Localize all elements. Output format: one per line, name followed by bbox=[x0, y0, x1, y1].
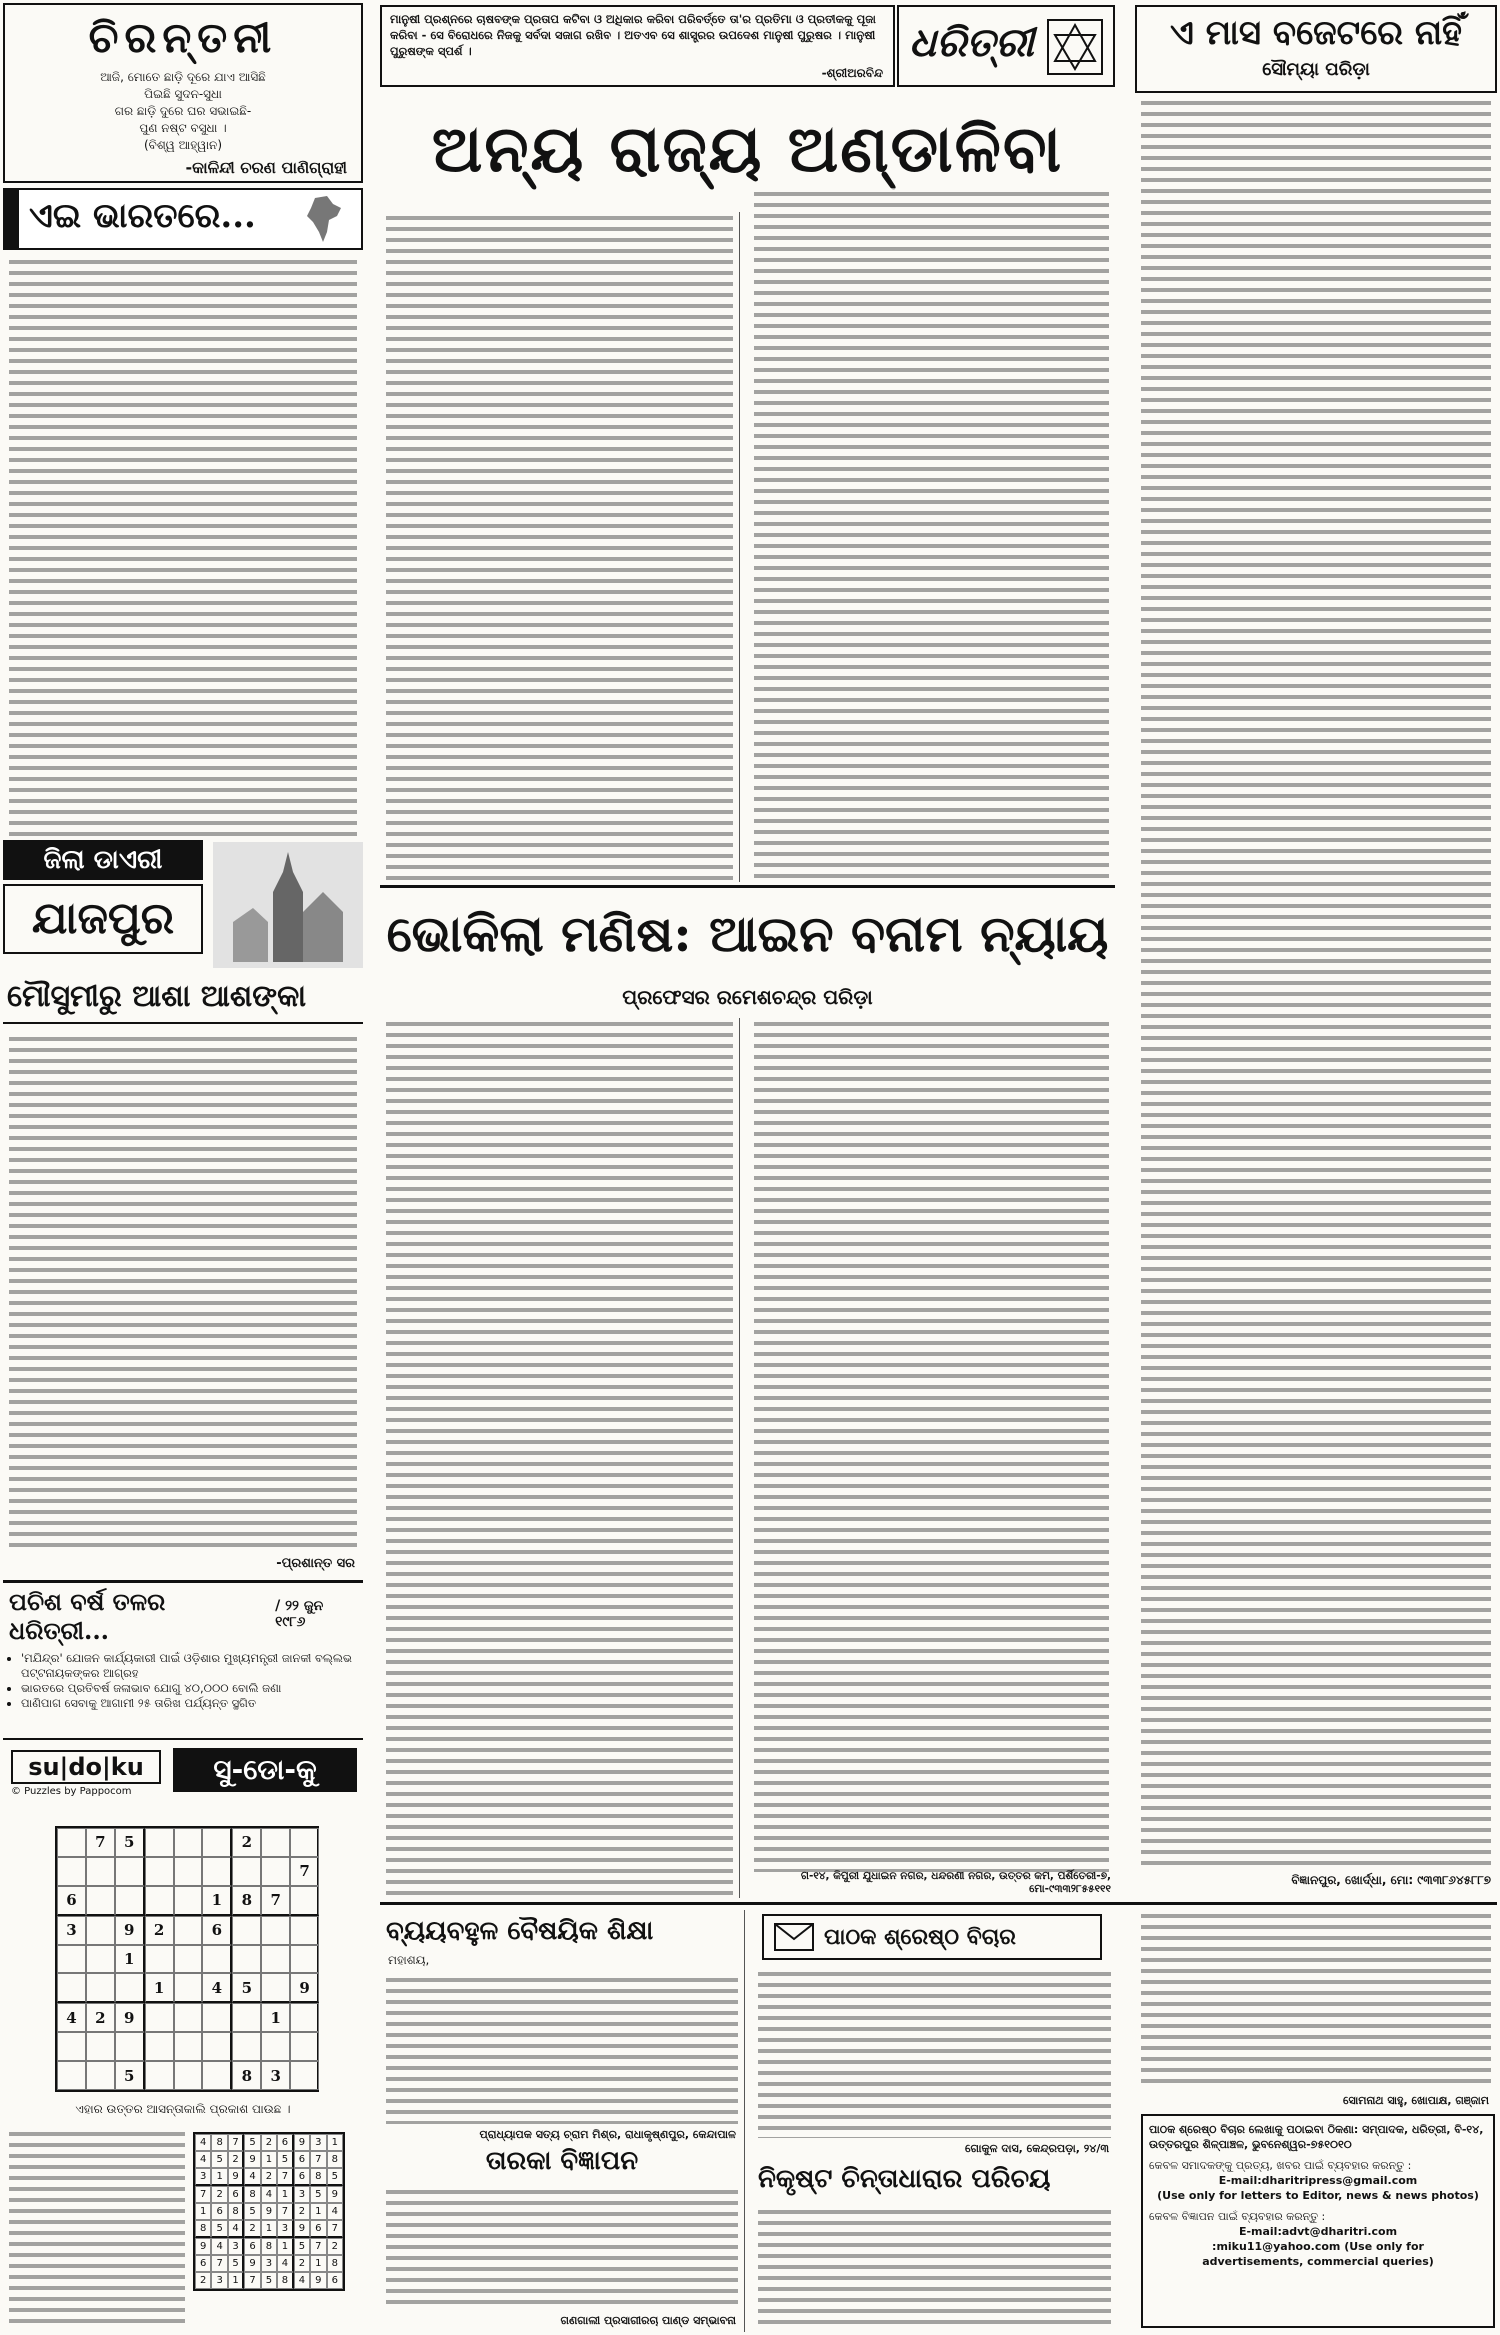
sudoku-cell[interactable] bbox=[261, 1916, 290, 1945]
letter-heading-2: ତାରକା ବିଜ୍ଞାପନ bbox=[485, 2146, 639, 2176]
sudoku-cell[interactable] bbox=[232, 2032, 261, 2061]
district-byline: -ପ୍ରଶାନ୍ତ ସର bbox=[276, 1556, 355, 1571]
contact-email-1[interactable]: E-mail:dharitripress@gmail.com bbox=[1218, 2174, 1418, 2187]
sudoku-cell[interactable] bbox=[174, 1973, 203, 2003]
poem-line: ପୁଣ ନଷ୍ଟ ବସୁଧା । bbox=[139, 121, 227, 135]
solution-cell: 2 bbox=[261, 2134, 277, 2151]
contact-email-3[interactable]: :miku11@yahoo.com (Use only for bbox=[1212, 2240, 1424, 2253]
letters-col-2 bbox=[752, 1910, 1117, 2332]
sudoku-cell[interactable] bbox=[202, 2061, 232, 2090]
district-label: ଜିଲା ଡାଏରୀ bbox=[3, 840, 203, 880]
solution-cell: 3 bbox=[294, 2186, 310, 2203]
sudoku-cell[interactable] bbox=[174, 2003, 203, 2032]
solution-cell: 8 bbox=[277, 2272, 293, 2289]
sudoku-cell[interactable] bbox=[174, 1916, 203, 1945]
sudoku-cell[interactable] bbox=[174, 2061, 203, 2090]
solution-cell: 2 bbox=[327, 2238, 343, 2255]
sudoku-cell[interactable] bbox=[145, 2003, 174, 2032]
sudoku-cell[interactable]: 6 bbox=[57, 1886, 86, 1916]
solution-cell: 6 bbox=[228, 2186, 244, 2203]
poem-line: ପିଇଛି ସୁଦନ-ସୁଧା bbox=[144, 87, 222, 101]
sudoku-cell[interactable] bbox=[57, 1945, 86, 1974]
solution-cell: 3 bbox=[211, 2272, 227, 2289]
solution-cell: 6 bbox=[195, 2255, 211, 2272]
sudoku-cell[interactable] bbox=[174, 1828, 203, 1857]
solution-cell: 1 bbox=[211, 2168, 227, 2186]
solution-cell: 4 bbox=[327, 2203, 343, 2220]
sudoku-cell[interactable] bbox=[145, 1945, 174, 1974]
solution-cell: 1 bbox=[310, 2203, 326, 2220]
solution-cell: 2 bbox=[244, 2220, 260, 2238]
sudoku-cell[interactable]: 7 bbox=[261, 1886, 290, 1916]
solution-cell: 8 bbox=[195, 2220, 211, 2238]
solution-cell: 9 bbox=[244, 2151, 260, 2168]
solution-cell: 3 bbox=[310, 2134, 326, 2151]
poem-line: (ବିଶ୍ୱ ଆହ୍ୱାନ) bbox=[143, 138, 223, 152]
solution-cell: 2 bbox=[294, 2255, 310, 2272]
editorial-col-1 bbox=[380, 212, 740, 882]
sudoku-cell[interactable] bbox=[232, 1945, 261, 1974]
solution-cell: 9 bbox=[228, 2168, 244, 2186]
sudoku-cell[interactable]: 3 bbox=[261, 2061, 290, 2090]
sudoku-cell[interactable] bbox=[261, 2032, 290, 2061]
banner-bar bbox=[5, 190, 19, 248]
solution-cell: 6 bbox=[327, 2272, 343, 2289]
sudoku-cell[interactable] bbox=[86, 1857, 115, 1886]
sudoku-cell[interactable] bbox=[86, 2061, 115, 2090]
sudoku-cell[interactable] bbox=[261, 1828, 290, 1857]
contact-email-1-note: (Use only for letters to Editor, news & news photos) bbox=[1157, 2189, 1479, 2202]
solution-cell: 1 bbox=[327, 2134, 343, 2151]
sudoku-cell[interactable]: 6 bbox=[202, 1916, 232, 1945]
contact-note-2: କେବଳ ବିଜ୍ଞାପନ ପାଇଁ ବ୍ୟବହାର କରନ୍ତୁ : bbox=[1149, 2210, 1326, 2223]
sudoku-cell[interactable] bbox=[202, 2032, 232, 2061]
sudoku-credit: © Puzzles by Pappocom bbox=[11, 1786, 132, 1797]
section-banner bbox=[3, 188, 363, 250]
chirantani-box bbox=[3, 3, 363, 183]
solution-cell: 5 bbox=[327, 2168, 343, 2186]
sudoku-cell[interactable] bbox=[202, 1857, 232, 1886]
sudoku-cell[interactable] bbox=[115, 1886, 145, 1916]
solution-cell: 1 bbox=[277, 2186, 293, 2203]
sudoku-cell[interactable]: 2 bbox=[232, 1828, 261, 1857]
solution-cell: 8 bbox=[327, 2255, 343, 2272]
left-article-text bbox=[3, 256, 363, 836]
solution-cell: 5 bbox=[277, 2151, 293, 2168]
sudoku-cell[interactable] bbox=[290, 1916, 319, 1945]
solution-cell: 4 bbox=[244, 2168, 260, 2186]
sudoku-cell[interactable]: 9 bbox=[115, 1916, 145, 1945]
sudoku-cell[interactable] bbox=[115, 2032, 145, 2061]
sudoku-cell[interactable] bbox=[232, 1857, 261, 1886]
editorial-col-2 bbox=[748, 180, 1115, 880]
india-map-icon bbox=[301, 194, 347, 244]
sudoku-cell[interactable] bbox=[174, 1886, 203, 1916]
district-name: ଯାଜପୁର bbox=[3, 884, 203, 954]
history-title: ପଚିଶ ବର୍ଷ ତଳର ଧରିତ୍ରୀ... bbox=[9, 1587, 166, 1645]
solution-cell: 7 bbox=[228, 2134, 244, 2151]
solution-cell: 8 bbox=[228, 2203, 244, 2220]
sudoku-cell[interactable] bbox=[174, 2032, 203, 2061]
sudoku-cell[interactable] bbox=[57, 2032, 86, 2061]
solution-cell: 5 bbox=[211, 2151, 227, 2168]
sudoku-cell[interactable]: 8 bbox=[232, 2061, 261, 2090]
sudoku-cell[interactable] bbox=[115, 1973, 145, 2003]
mid-col-1 bbox=[380, 1018, 740, 1898]
sudoku-cell[interactable] bbox=[261, 1857, 290, 1886]
solution-cell: 2 bbox=[211, 2186, 227, 2203]
solution-cell: 6 bbox=[294, 2151, 310, 2168]
sudoku-cell[interactable] bbox=[202, 2003, 232, 2032]
sudoku-cell[interactable] bbox=[57, 1828, 86, 1857]
letter-heading-1: ବ୍ୟୟବହୁଳ ବୈଷୟିକ ଶିକ୍ଷା bbox=[386, 1916, 654, 1946]
solution-cell: 5 bbox=[310, 2186, 326, 2203]
solution-cell: 7 bbox=[310, 2151, 326, 2168]
contact-note-1: କେବଳ ସମାଦକଙ୍କୁ ପ୍ରତ୍ୟ, ଖବର ପାଇଁ ବ୍ୟବହାର କରନ୍ତୁ : bbox=[1149, 2159, 1412, 2172]
solution-cell: 6 bbox=[294, 2168, 310, 2186]
sudoku-cell[interactable] bbox=[290, 1886, 319, 1916]
solution-cell: 5 bbox=[244, 2203, 260, 2220]
sudoku-cell[interactable] bbox=[290, 1828, 319, 1857]
contact-box bbox=[1141, 2114, 1495, 2328]
contact-email-3-note: advertisements, commercial queries) bbox=[1202, 2255, 1434, 2268]
poem-line: ଆଜି, ମୋତେ ଛାଡ଼ି ଦୂରେ ଯାଏ ଆସିଛି bbox=[100, 70, 266, 84]
sudoku-cell[interactable]: 2 bbox=[145, 1916, 174, 1945]
sudoku-grid[interactable] bbox=[55, 1826, 319, 2092]
divider bbox=[380, 885, 1115, 888]
letter-sign-2: ଗଣଗାଲୀ ପ୍ରସାଗୀରଚା ପାଣ୍ଡ ସମ୍ଭାବନା bbox=[560, 2314, 736, 2327]
history-list bbox=[21, 1651, 363, 1711]
solution-cell: 4 bbox=[211, 2238, 227, 2255]
sudoku-note: ଏହାର ଉତ୍ତର ଆସନ୍ତାକାଲି ପ୍ରକାଶ ପାଉଛ । bbox=[75, 2102, 291, 2116]
chirantani-poem bbox=[5, 69, 361, 154]
solution-cell: 3 bbox=[277, 2220, 293, 2238]
right-footer: ବିଜ୍ଞାନପୁର, ଖୋର୍ଦ୍ଧା, ମୋ: ୯୩୩୮୬୪୫୮୮୭ bbox=[1291, 1873, 1491, 1887]
sudoku-cell[interactable] bbox=[145, 1828, 174, 1857]
solution-cell: 5 bbox=[294, 2238, 310, 2255]
sudoku-cell[interactable]: 8 bbox=[232, 1886, 261, 1916]
logo-box bbox=[897, 5, 1115, 87]
sudoku-cell[interactable] bbox=[202, 1945, 232, 1974]
sudoku-cell[interactable]: 4 bbox=[57, 2003, 86, 2032]
sudoku-cell[interactable] bbox=[290, 2061, 319, 2090]
sudoku-brand: su|do|ku bbox=[11, 1750, 161, 1784]
right-article bbox=[1135, 97, 1497, 1892]
solution-cell: 8 bbox=[211, 2134, 227, 2151]
solution-cell: 4 bbox=[195, 2134, 211, 2151]
solution-cell: 1 bbox=[261, 2151, 277, 2168]
solution-cell: 2 bbox=[228, 2151, 244, 2168]
solution-cell: 7 bbox=[195, 2186, 211, 2203]
solution-cell: 8 bbox=[310, 2168, 326, 2186]
mid-headline-text: ଭୋକିଲା ମଣିଷ: ଆଇନ ବନାମ ନ୍ୟାୟ bbox=[386, 904, 1109, 963]
solution-cell: 9 bbox=[261, 2203, 277, 2220]
solution-cell: 1 bbox=[277, 2238, 293, 2255]
solution-cell: 7 bbox=[244, 2272, 260, 2289]
sudoku-cell[interactable]: 2 bbox=[86, 2003, 115, 2032]
solution-cell: 7 bbox=[310, 2238, 326, 2255]
dharitri-logo: ଧରିତ୍ରୀ bbox=[909, 19, 1034, 66]
section-title: ଏଇ ଭାରତରେ... bbox=[29, 196, 256, 236]
solution-cell: 5 bbox=[228, 2255, 244, 2272]
sudoku-cell[interactable] bbox=[57, 2061, 86, 2090]
mid-headline bbox=[380, 890, 1115, 980]
temple-image bbox=[213, 842, 363, 968]
solution-cell: 1 bbox=[261, 2220, 277, 2238]
quote-box bbox=[380, 5, 895, 87]
solution-cell: 1 bbox=[228, 2272, 244, 2289]
solution-cell: 9 bbox=[294, 2134, 310, 2151]
sudoku-cell[interactable]: 5 bbox=[232, 1973, 261, 2003]
sudoku-cell[interactable] bbox=[86, 2032, 115, 2061]
solution-cell: 8 bbox=[327, 2151, 343, 2168]
sudoku-cell[interactable] bbox=[145, 1886, 174, 1916]
solution-cell: 3 bbox=[228, 2238, 244, 2255]
solution-cell: 7 bbox=[277, 2168, 293, 2186]
letter-sign-4: ସୋମନାଥ ସାହୁ, ଖୋପାକ୍ଷ, ଗଞ୍ଜାମ bbox=[1343, 2094, 1489, 2107]
sudoku-cell[interactable] bbox=[86, 1973, 115, 2003]
sudoku-cell[interactable]: 1 bbox=[202, 1886, 232, 1916]
solution-cell: 8 bbox=[244, 2186, 260, 2203]
sudoku-cell[interactable]: 5 bbox=[115, 1828, 145, 1857]
sudoku-cell[interactable]: 1 bbox=[261, 2003, 290, 2032]
quote-sign: -ଶ୍ରୀଅରବିନ୍ଦ bbox=[821, 66, 883, 80]
solution-cell: 4 bbox=[294, 2272, 310, 2289]
solution-cell: 6 bbox=[277, 2134, 293, 2151]
solution-cell: 6 bbox=[310, 2220, 326, 2238]
letter-sign-1: ପ୍ରାଧ୍ୟାପକ ସତ୍ୟ ଚ୍ରାମ ମିଶ୍ର, ରାଧାକୃଷ୍ଣପୁର, କେନ୍ଦାପାଳ bbox=[479, 2128, 736, 2141]
solution-cell: 9 bbox=[294, 2220, 310, 2238]
sudoku-cell[interactable]: 1 bbox=[115, 1945, 145, 1974]
solution-cell: 7 bbox=[211, 2255, 227, 2272]
right-headline: ଏ ମାସ ବଜେଟରେ ନାହିଁ bbox=[1169, 13, 1462, 53]
letter-sign-3: ଗୋକୁଳ ଦାସ, କେନ୍ଦ୍ରପଡ଼ା, ୨୪/୩ bbox=[965, 2142, 1109, 2155]
bottom-divider bbox=[380, 1902, 1497, 1905]
district-heading: ମୌସୁମୀରୁ ଆଶା ଆଶଙ୍କା bbox=[3, 975, 363, 1024]
sudoku-cell[interactable]: 9 bbox=[290, 1973, 319, 2003]
solution-cell: 9 bbox=[244, 2255, 260, 2272]
sudoku-solution-grid bbox=[193, 2132, 345, 2291]
solution-cell: 4 bbox=[277, 2255, 293, 2272]
sudoku-cell[interactable] bbox=[232, 1916, 261, 1945]
sudoku-help-text bbox=[9, 2128, 185, 2326]
sudoku-cell[interactable] bbox=[86, 1916, 115, 1945]
solution-cell: 2 bbox=[261, 2168, 277, 2186]
solution-cell: 2 bbox=[195, 2272, 211, 2289]
sudoku-cell[interactable] bbox=[290, 2003, 319, 2032]
history-date: / ୨୨ ଜୁନ ୧୯୮୬ bbox=[275, 1598, 324, 1630]
history-header bbox=[3, 1583, 363, 1649]
solution-cell: 1 bbox=[195, 2203, 211, 2220]
sudoku-cell[interactable] bbox=[232, 2003, 261, 2032]
district-diary bbox=[3, 840, 363, 970]
sudoku-cell[interactable] bbox=[57, 1973, 86, 2003]
chirantani-title: ଚିରନ୍ତନୀ bbox=[88, 13, 278, 62]
sudoku-cell[interactable] bbox=[174, 1857, 203, 1886]
sudoku-box bbox=[3, 1738, 363, 2332]
solution-cell: 9 bbox=[327, 2186, 343, 2203]
sudoku-cell[interactable] bbox=[174, 1945, 203, 1974]
sudoku-cell[interactable] bbox=[145, 2032, 174, 2061]
star-emblem-icon bbox=[1047, 19, 1103, 75]
sudoku-cell[interactable] bbox=[290, 2032, 319, 2061]
history-item: • ପାଣିପାଗ ସେବାକୁ ଆଗାମୀ ୨୫ ତାରିଖ ପର୍ଯ୍ୟନ୍ତ ସ୍ଥଗିତ bbox=[21, 1696, 357, 1711]
solution-cell: 5 bbox=[261, 2272, 277, 2289]
sudoku-cell[interactable]: 4 bbox=[202, 1973, 232, 2003]
solution-cell: 6 bbox=[244, 2238, 260, 2255]
sudoku-cell[interactable] bbox=[57, 1857, 86, 1886]
solution-cell: 2 bbox=[294, 2203, 310, 2220]
solution-cell: 8 bbox=[261, 2238, 277, 2255]
sudoku-cell[interactable] bbox=[145, 2061, 174, 2090]
solution-cell: 4 bbox=[261, 2186, 277, 2203]
envelope-icon bbox=[774, 1923, 814, 1951]
solution-cell: 9 bbox=[195, 2238, 211, 2255]
contact-address: ପାଠକ ଶ୍ରେଷ୍ଠ ବିଚାର ଲେଖାକୁ ପଠାଇବା ଠିକଣା: ସମ୍ପାଦକ, ଧରିତ୍ରୀ, ବି-୧୪, ଉତ୍ତରପୁର ଶିଳ୍ପାଞ୍ଚଳ, ଭୁବନେଶ୍ୱର-୭୫୧୦୧୦ bbox=[1149, 2123, 1484, 2151]
contact-email-2[interactable]: E-mail:advt@dharitri.com bbox=[1238, 2225, 1398, 2238]
district-article bbox=[3, 975, 363, 1575]
solution-cell: 7 bbox=[277, 2203, 293, 2220]
solution-cell: 6 bbox=[211, 2203, 227, 2220]
quote-text: ମାନୁଷୀ ପ୍ରଶ୍ନରେ ଚାଷବଙ୍କ ପ୍ରତାପ କଟିବା ଓ ଅଧିକାର କରିବା ପରିବର୍ତ୍ତେ ତା'ର ପ୍ରତିମା ଓ ପ୍ରତୀକକୁ ପୂଜା କରିବା - ସେ ବିରୋଧରେ ନିଜକୁ ସର୍ବଦା ସଜାଗ ରଖିବ । ଅତଏବ ସେ ଶାସ୍ତ୍ରର ଉପଦେଶ ମାନୁଷୀ ପୁରୁଷର । ମାନୁଷୀ ପୁରୁଷଙ୍କ ସ୍ପର୍ଶ । bbox=[390, 12, 876, 58]
solution-cell: 7 bbox=[327, 2220, 343, 2238]
sudoku-cell[interactable]: 3 bbox=[57, 1916, 86, 1945]
history-box bbox=[3, 1580, 363, 1735]
letter-heading-3: ନିକୃଷ୍ଟ ଚିନ୍ତାଧାରାର ପରିଚୟ bbox=[758, 2164, 1051, 2194]
history-item: • ଭାରତରେ ପ୍ରତିବର୍ଷ ଜଳାଭାବ ଯୋଗୁ ୪୦,୦୦୦ ବୋଲି ଜଣା bbox=[21, 1681, 357, 1696]
sudoku-cell[interactable] bbox=[86, 1886, 115, 1916]
letters-col-3 bbox=[1135, 1910, 1497, 2332]
main-headline-text: ଅନ୍ୟ ରାଜ୍ୟ ଅଣ୍ଡାଳିବା bbox=[431, 112, 1064, 187]
mid-byline: ପ୍ରଫେସର ରମେଶଚନ୍ଦ୍ର ପରିଡ଼ା bbox=[622, 985, 873, 1009]
right-headline-box bbox=[1135, 5, 1497, 93]
sudoku-cell[interactable]: 1 bbox=[145, 1973, 174, 2003]
sudoku-cell[interactable] bbox=[202, 1828, 232, 1857]
column-banner-text: ପାଠକ ଶ୍ରେଷ୍ଠ ବିଚାର bbox=[824, 1924, 1016, 1950]
solution-cell: 5 bbox=[211, 2220, 227, 2238]
solution-cell: 4 bbox=[195, 2151, 211, 2168]
mid-footer: ଗ-୧୪, କିପୁରୀ ଯୁଧାଇନ ନଗର, ଧନ୍ଦରଣୀ ନଗର, ଉତ୍ତର କମ, ପର୍ଶିତେରୀ-୭, ମୋ-୯୩୩୨୮୫୫୧୧୧ bbox=[800, 1870, 1111, 1895]
sudoku-cell[interactable]: 9 bbox=[115, 2003, 145, 2032]
right-byline: ସୌମ୍ୟା ପରିଡ଼ା bbox=[1262, 59, 1370, 80]
letters-col-1 bbox=[380, 1910, 745, 2332]
mid-byline-box bbox=[380, 980, 1115, 1014]
sudoku-title: ସୁ-ଡୋ-କୁ bbox=[173, 1748, 357, 1792]
solution-cell: 1 bbox=[310, 2255, 326, 2272]
poet-name: -କାଳିନ୍ଦୀ ଚରଣ ପାଣିଗ୍ରାହୀ bbox=[185, 158, 347, 177]
solution-cell: 3 bbox=[261, 2255, 277, 2272]
sudoku-cell[interactable] bbox=[290, 1945, 319, 1974]
sudoku-cell[interactable] bbox=[261, 1973, 290, 2003]
column-banner bbox=[762, 1914, 1102, 1960]
solution-cell: 3 bbox=[195, 2168, 211, 2186]
mid-col-2 bbox=[748, 1018, 1115, 1898]
solution-cell: 9 bbox=[310, 2272, 326, 2289]
letter-salutation: ମହାଶୟ, bbox=[388, 1953, 430, 1967]
sudoku-cell[interactable] bbox=[261, 1945, 290, 1974]
sudoku-cell[interactable]: 5 bbox=[115, 2061, 145, 2090]
sudoku-cell[interactable] bbox=[145, 1857, 174, 1886]
sudoku-cell[interactable] bbox=[115, 1857, 145, 1886]
sudoku-cell[interactable]: 7 bbox=[290, 1857, 319, 1886]
sudoku-cell[interactable] bbox=[86, 1945, 115, 1974]
sudoku-cell[interactable]: 7 bbox=[86, 1828, 115, 1857]
solution-cell: 5 bbox=[244, 2134, 260, 2151]
history-item: • 'ମଯିନ୍ଦ୍ର' ଯୋଜନ କାର୍ଯ୍ୟକାରୀ ପାଇଁ ଓଡ଼ିଶାର ମୁଖ୍ୟମନ୍ତ୍ରୀ ଜାନକୀ ବଲ୍ଲଭ ପଟ୍ଟନାୟକଙ୍କର ଆଗ୍ରହ bbox=[21, 1651, 357, 1681]
solution-cell: 4 bbox=[228, 2220, 244, 2238]
poem-line: ଗର ଛାଡ଼ି ଦୁରେ ଘର ସଭାଇଛି- bbox=[114, 104, 252, 118]
